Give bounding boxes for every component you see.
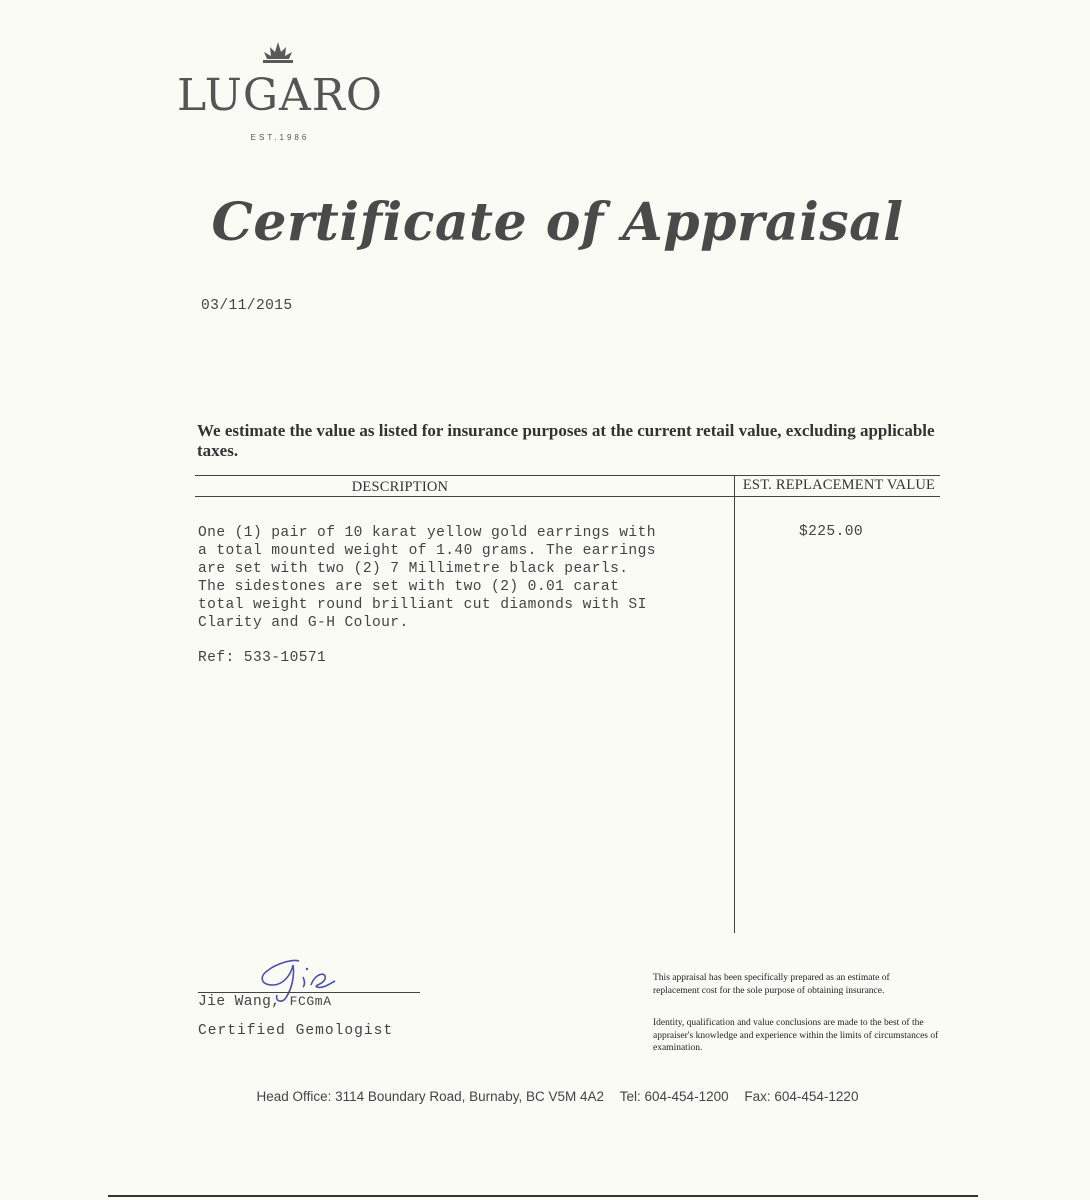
footer-fax: Fax: 604-454-1220	[744, 1089, 859, 1104]
reference-number: Ref: 533-10571	[198, 650, 327, 666]
logo-established: EST.1986	[250, 133, 310, 142]
signer-name-text: Jie Wang,	[198, 994, 281, 1010]
disclaimer-note: Identity, qualification and value conclusions are made to the best of the appraiser's knowledge and experience within the limits of circumstances of examination.	[653, 1018, 939, 1053]
value-header: EST. REPLACEMENT VALUE	[742, 477, 936, 493]
purpose-note: This appraisal has been specifically prepared as an estimate of replacement cost for the sole purpose of obtaining insurance.	[653, 973, 890, 996]
replacement-value: $225.00	[798, 524, 864, 540]
page-title: Certificate of Appraisal	[211, 192, 904, 253]
signer-name	[198, 994, 332, 1010]
page-bottom-edge	[108, 1195, 978, 1197]
description-line: are set with two (2) 7 Millimetre black pearls.	[198, 561, 629, 577]
footer-tel: Tel: 604-454-1200	[619, 1089, 729, 1104]
signer-title: Certified Gemologist	[198, 1023, 394, 1039]
logo-wordmark: LUGARO	[176, 70, 384, 121]
signature-line	[198, 992, 420, 993]
description-line: Clarity and G-H Colour.	[198, 615, 409, 631]
footer-address: Head Office: 3114 Boundary Road, Burnaby, BC V5M 4A2	[256, 1089, 604, 1104]
crown-icon	[259, 42, 297, 64]
description-line: The sidestones are set with two (2) 0.01 carat	[198, 579, 620, 595]
appraisal-date: 03/11/2015	[201, 298, 293, 314]
intro-statement: We estimate the value as listed for insurance purposes at the current retail value, excluding applicable taxes.	[197, 421, 935, 460]
footer-contact	[0, 1089, 1090, 1104]
table-top-rule	[195, 475, 940, 476]
description-header: DESCRIPTION	[351, 479, 449, 495]
table-column-divider	[734, 475, 735, 933]
description-line: total weight round brilliant cut diamonds with SI	[198, 597, 647, 613]
signer-credential: FCGmA	[289, 994, 332, 1009]
table-header-rule	[195, 496, 940, 497]
item-description	[198, 524, 656, 632]
description-line: a total mounted weight of 1.40 grams. The earrings	[198, 543, 656, 559]
description-line: One (1) pair of 10 karat yellow gold earrings with	[198, 525, 656, 541]
